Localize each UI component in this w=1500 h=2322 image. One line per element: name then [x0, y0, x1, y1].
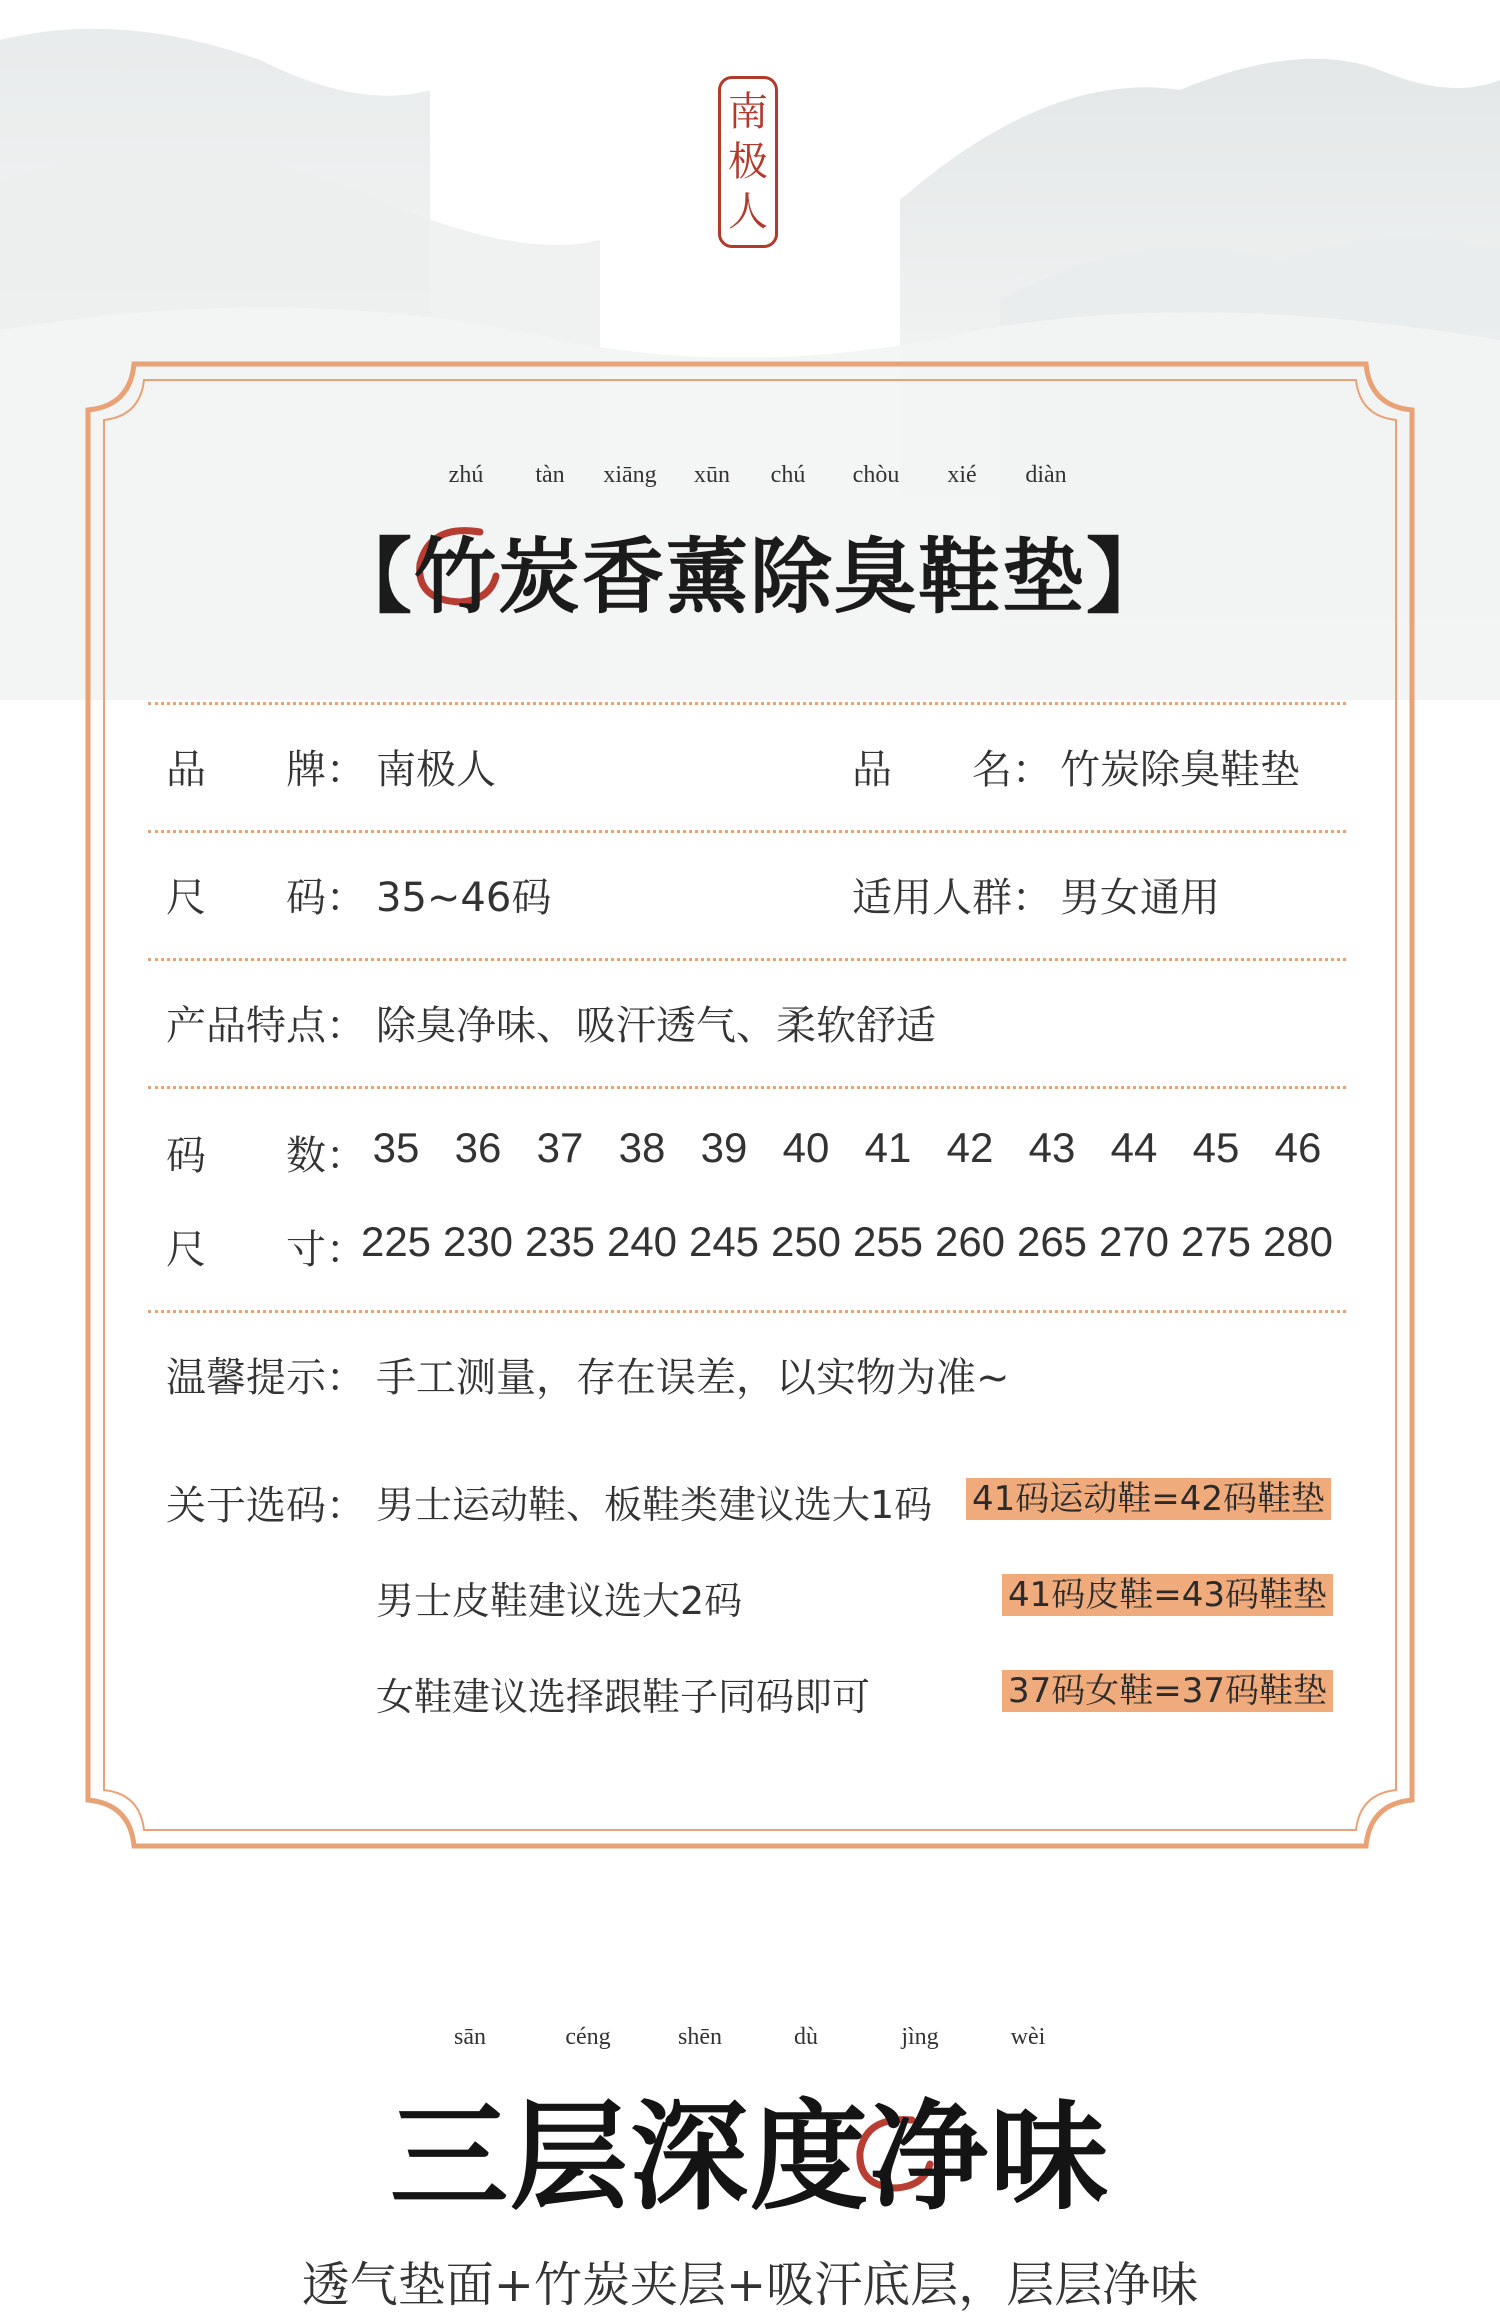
size-length: 280	[1262, 1218, 1334, 1265]
users-label: 适用人群：	[852, 875, 1052, 921]
pinyin-syllable: xūn	[694, 462, 730, 488]
pinyin-syllable: chòu	[852, 462, 900, 488]
seal-char: 人	[728, 189, 768, 235]
size-code: 42	[946, 1124, 994, 1171]
dotted-divider	[148, 958, 1346, 961]
rule-tag: 37码女鞋=37码鞋垫	[1002, 1670, 1333, 1712]
features-label: 产品特点：	[166, 1003, 366, 1049]
section-subtitle: 透气垫面+竹炭夹层+吸汗底层，层层净味	[301, 2257, 1199, 2313]
users-value: 男女通用	[1060, 875, 1220, 921]
size-length: 275	[1180, 1218, 1252, 1265]
pinyin-syllable: xié	[947, 462, 977, 488]
note-value: 手工测量，存在误差，以实物为准~	[376, 1355, 1010, 1401]
size-length: 270	[1098, 1218, 1170, 1265]
dotted-divider	[148, 702, 1346, 705]
size-length: 265	[1016, 1218, 1088, 1265]
pinyin-syllable: dù	[794, 2024, 818, 2050]
size-code: 43	[1028, 1124, 1076, 1171]
code-label: 码 数：	[166, 1133, 366, 1179]
pinyin-syllable: wèi	[1010, 2024, 1046, 2050]
dotted-divider	[148, 830, 1346, 833]
size-code: 36	[454, 1124, 502, 1171]
size-length: 225	[360, 1218, 432, 1265]
size-code: 41	[864, 1124, 912, 1171]
pinyin-syllable: jìng	[901, 2024, 939, 2050]
size-length: 230	[442, 1218, 514, 1265]
rule-text: 男士运动鞋、板鞋类建议选大1码	[376, 1483, 933, 1527]
pinyin-syllable: tàn	[535, 462, 565, 488]
size-code: 39	[700, 1124, 748, 1171]
size-code: 46	[1274, 1124, 1322, 1171]
name-label: 品 名：	[852, 747, 1052, 793]
section-title: 三层深度净味	[389, 2087, 1110, 2226]
rule-tag: 41码运动鞋=42码鞋垫	[966, 1478, 1331, 1520]
pinyin-syllable: diàn	[1025, 462, 1067, 488]
length-label: 尺 寸：	[166, 1227, 366, 1273]
choose-label: 关于选码：	[166, 1483, 366, 1529]
brand-label: 品 牌：	[166, 747, 366, 793]
size-label: 尺 码：	[166, 875, 366, 921]
size-code: 45	[1192, 1124, 1240, 1171]
size-length: 260	[934, 1218, 1006, 1265]
size-code: 44	[1110, 1124, 1158, 1171]
size-length: 255	[852, 1218, 924, 1265]
size-code: 35	[372, 1124, 420, 1171]
size-code: 38	[618, 1124, 666, 1171]
size-code: 37	[536, 1124, 584, 1171]
rule-text: 男士皮鞋建议选大2码	[376, 1579, 743, 1623]
brand-seal-logo	[718, 76, 778, 248]
pinyin-syllable: chú	[770, 462, 806, 488]
size-code: 40	[782, 1124, 830, 1171]
pinyin-syllable: zhú	[448, 462, 484, 488]
product-title: 【竹炭香薰除臭鞋垫】	[329, 529, 1170, 625]
note-label: 温馨提示：	[166, 1355, 366, 1401]
pinyin-syllable: sān	[454, 2024, 486, 2050]
pinyin-syllable: xiāng	[603, 462, 657, 488]
size-length: 250	[770, 1218, 842, 1265]
size-length: 235	[524, 1218, 596, 1265]
brand-value: 南极人	[376, 747, 496, 793]
rule-text: 女鞋建议选择跟鞋子同码即可	[376, 1675, 871, 1719]
size-length: 240	[606, 1218, 678, 1265]
seal-char: 极	[728, 139, 768, 185]
size-value: 35~46码	[376, 875, 552, 921]
dotted-divider	[148, 1310, 1346, 1313]
features-value: 除臭净味、吸汗透气、柔软舒适	[376, 1003, 936, 1049]
name-value: 竹炭除臭鞋垫	[1060, 747, 1300, 793]
size-length: 245	[688, 1218, 760, 1265]
seal-char: 南	[728, 89, 768, 135]
dotted-divider	[148, 1086, 1346, 1089]
pinyin-syllable: céng	[565, 2024, 611, 2050]
rule-tag: 41码皮鞋=43码鞋垫	[1002, 1574, 1333, 1616]
pinyin-syllable: shēn	[678, 2024, 722, 2050]
